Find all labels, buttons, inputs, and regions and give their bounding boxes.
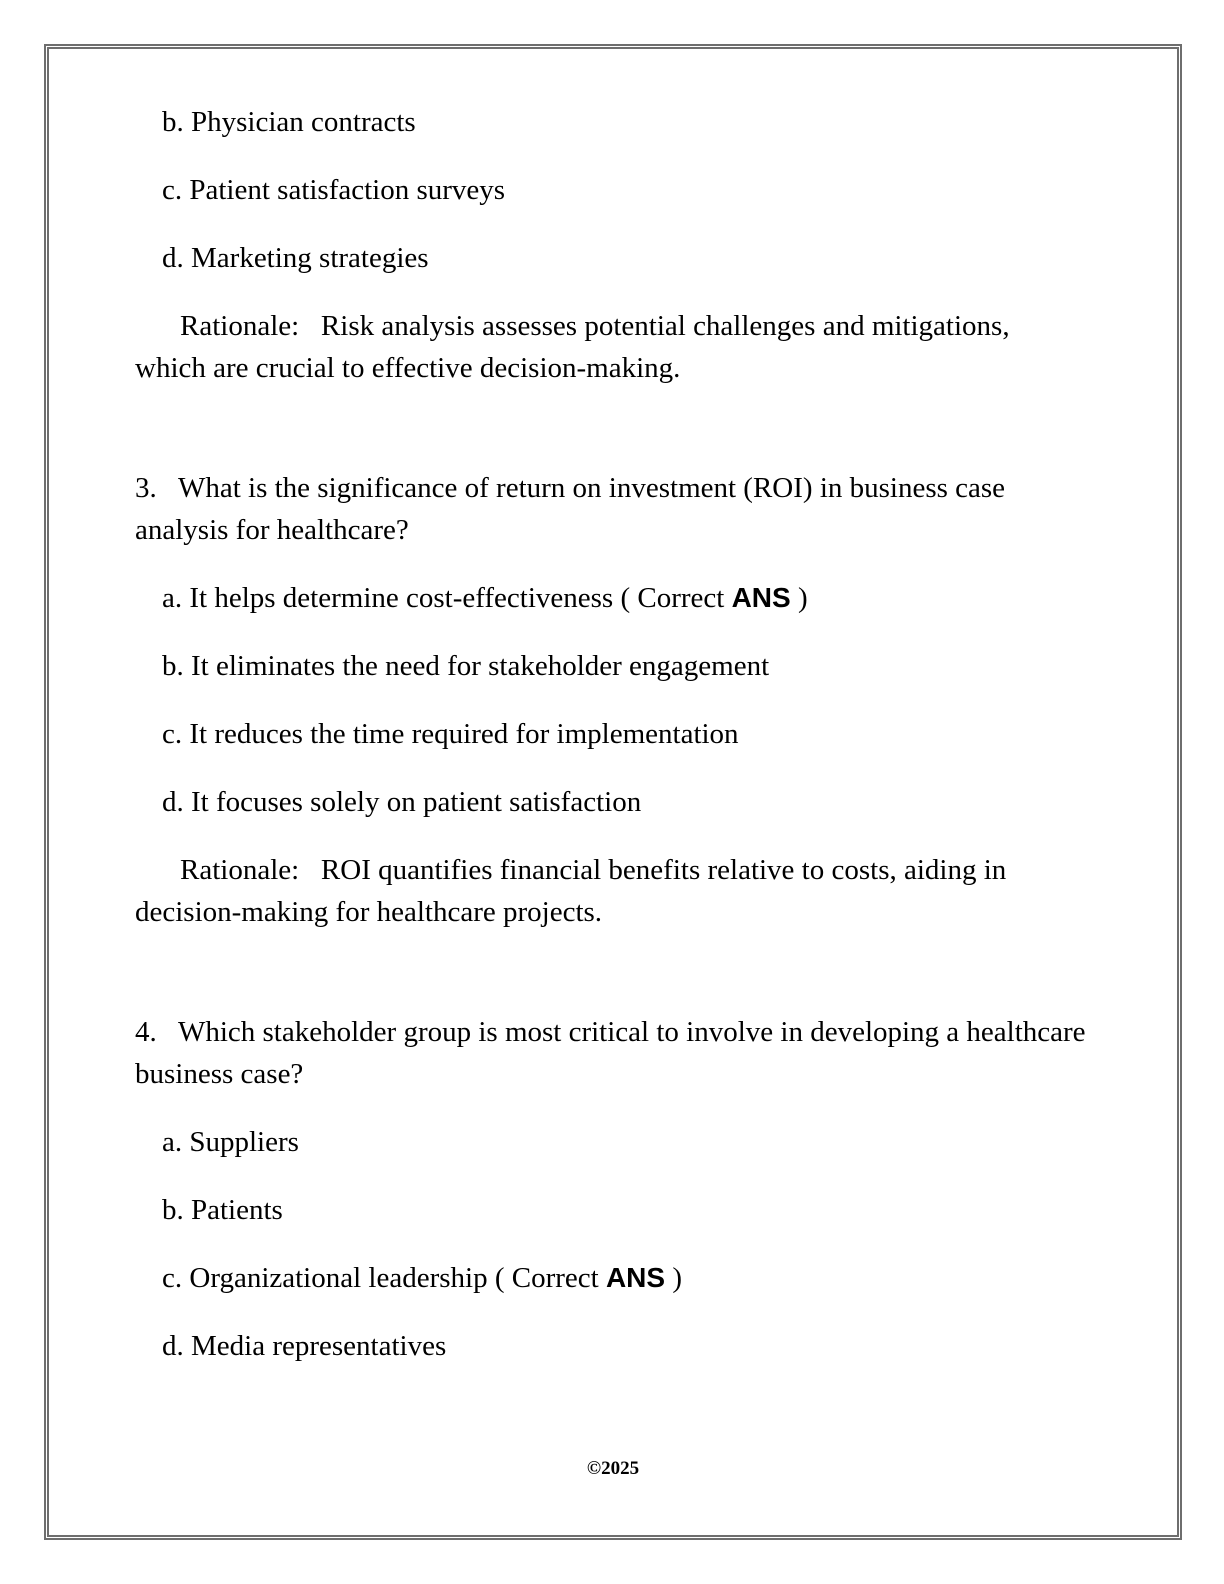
copyright-footer: ©2025 bbox=[586, 1458, 640, 1479]
question2-option-d: d. Marketing strategies bbox=[162, 242, 429, 274]
question3-option-a bbox=[135, 577, 1087, 619]
page-border-frame bbox=[44, 44, 1182, 1540]
question2-option-b: b. Physician contracts bbox=[162, 106, 416, 138]
question4-option-b: b. Patients bbox=[162, 1194, 283, 1226]
option-text: c. Organizational leadership ( Correct bbox=[162, 1262, 606, 1294]
question3-text: 3. What is the significance of return on investment (ROI) in business case analysis for healthcare? bbox=[135, 472, 1006, 546]
question3-option-c: c. It reduces the time required for implementation bbox=[162, 718, 739, 750]
question4-option-a: a. Suppliers bbox=[162, 1126, 299, 1158]
option-text: ) bbox=[665, 1262, 682, 1294]
option-text: a. It helps determine cost-effectiveness ( Correct bbox=[162, 582, 732, 614]
option-text: ) bbox=[790, 582, 808, 614]
question2-option-c: c. Patient satisfaction surveys bbox=[162, 174, 506, 206]
question4-option-d: d. Media representatives bbox=[162, 1330, 447, 1362]
question3-option-d: d. It focuses solely on patient satisfaction bbox=[162, 786, 642, 818]
question4-option-c bbox=[135, 1257, 1087, 1299]
correct-answer-label: ANS bbox=[605, 1262, 666, 1293]
question4-text: 4. Which stakeholder group is most critical to involve in developing a healthcare business case? bbox=[135, 1016, 1086, 1090]
question2-rationale: Rationale: Risk analysis assesses potential challenges and mitigations, which are crucial to effective decision-making. bbox=[135, 310, 1010, 384]
question3-option-b: b. It eliminates the need for stakeholder engagement bbox=[162, 650, 770, 682]
correct-answer-label: ANS bbox=[731, 582, 791, 613]
question3-rationale: Rationale: ROI quantifies financial benefits relative to costs, aiding in decision-making for healthcare projects. bbox=[135, 854, 1007, 928]
